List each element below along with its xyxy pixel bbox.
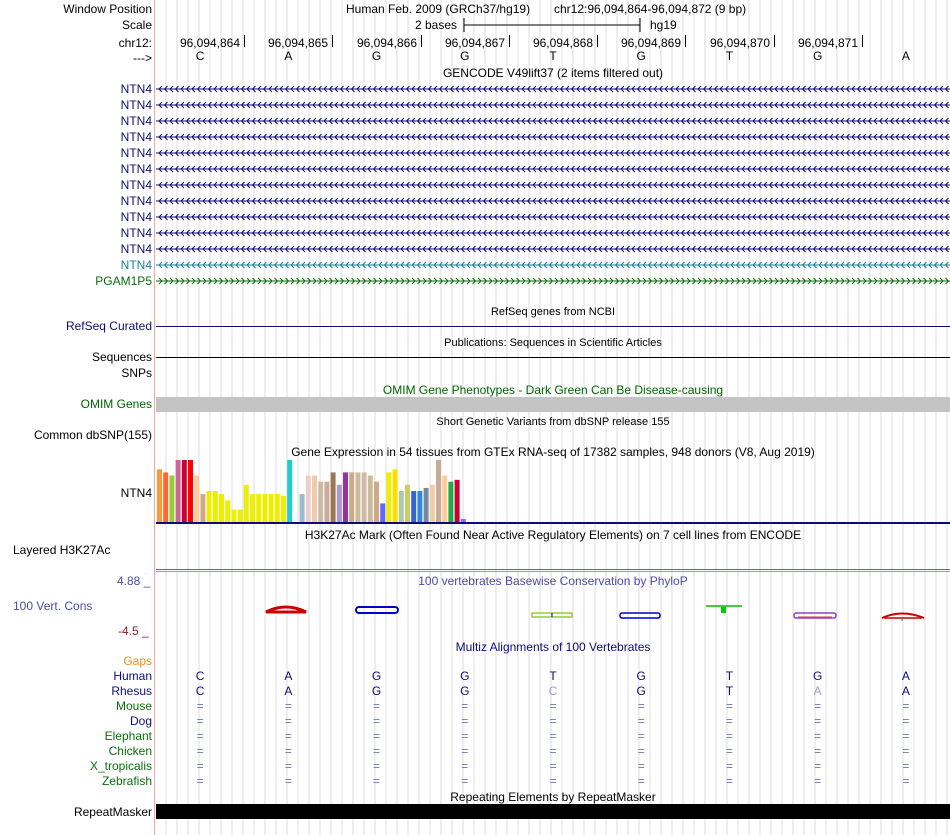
gtex-bar — [355, 472, 360, 522]
ruler-base: G — [371, 49, 382, 63]
omim-track-title: OMIM Gene Phenotypes - Dark Green Can Be Disease-causing — [382, 383, 724, 397]
alignment-base: = — [814, 744, 822, 758]
alignment-base: = — [814, 759, 822, 773]
alignment-base: = — [373, 699, 381, 713]
alignment-base: T — [549, 669, 557, 683]
gene-feature[interactable] — [156, 148, 950, 158]
ruler-position: 96,094,864 — [179, 36, 240, 50]
gtex-bar — [250, 494, 255, 522]
gtex-bar — [262, 494, 267, 522]
species-label[interactable]: Rhesus — [111, 684, 152, 698]
alignment-base: = — [196, 729, 204, 743]
alignment-base: = — [284, 714, 292, 728]
alignment-base: = — [549, 759, 557, 773]
ruler-tick — [685, 35, 686, 47]
alignment-base: G — [460, 669, 470, 683]
alignment-base: G — [371, 684, 382, 698]
ruler-position: 96,094,865 — [267, 36, 328, 50]
phylop-track-title: 100 vertebrates Basewise Conservation by PhyloP — [418, 574, 688, 588]
phylop-ymin: -4.5 _ — [118, 624, 149, 638]
alignment-base: G — [460, 684, 470, 698]
ruler-base: G — [636, 49, 646, 63]
alignment-base: = — [196, 699, 204, 713]
alignment-base: = — [902, 714, 910, 728]
alignment-base: = — [725, 744, 733, 758]
ruler-base: C — [195, 49, 205, 63]
ruler-tick — [862, 35, 863, 47]
alignment-base: = — [461, 714, 469, 728]
gene-label[interactable]: NTN4 — [120, 114, 152, 128]
alignment-base: = — [373, 729, 381, 743]
gtex-bar — [448, 482, 453, 522]
gtex-bar — [287, 460, 292, 522]
alignment-base: = — [461, 744, 469, 758]
gtex-bar — [461, 519, 466, 522]
gene-label[interactable]: NTN4 — [120, 162, 152, 176]
repeatmasker-track-label[interactable]: RepeatMasker — [73, 805, 152, 819]
alignment-base: G — [812, 669, 823, 683]
alignment-base: = — [725, 729, 733, 743]
h3k27ac-signal-line-2 — [156, 571, 950, 572]
gtex-bar — [157, 469, 162, 522]
alignment-base: A — [284, 669, 293, 683]
species-label[interactable]: X_tropicalis — [89, 759, 152, 773]
alignment-base: = — [461, 729, 469, 743]
gtex-bar — [331, 472, 336, 522]
alignment-base: = — [725, 714, 733, 728]
gene-label[interactable]: NTN4 — [120, 178, 152, 192]
alignment-base: = — [284, 759, 292, 773]
alignment-base: = — [284, 699, 292, 713]
gtex-bar — [337, 485, 342, 522]
gtex-bar — [386, 472, 391, 522]
phylop-mark-g2 — [620, 613, 660, 618]
alignment-base: G — [371, 669, 382, 683]
gtex-bar — [238, 510, 243, 522]
gtex-bar — [380, 503, 385, 522]
gtex-bar — [200, 494, 205, 522]
alignment-base: = — [902, 759, 910, 773]
assembly-name: Human Feb. 2009 (GRCh37/hg19) — [346, 2, 531, 16]
multiz-track-title: Multiz Alignments of 100 Vertebrates — [455, 640, 651, 654]
phylop-mark-g1 — [356, 607, 398, 613]
gene-feature[interactable] — [156, 244, 950, 254]
alignment-base: = — [902, 744, 910, 758]
publications-track-line[interactable] — [156, 357, 950, 358]
multiz-gaps-label[interactable]: Gaps — [123, 654, 152, 668]
alignment-base: = — [549, 774, 557, 788]
phylop-mark-a — [266, 607, 306, 612]
ruler-base: A — [284, 49, 293, 63]
alignment-base: A — [813, 684, 822, 698]
ruler-position: 96,094,869 — [620, 36, 681, 50]
gtex-bar — [300, 494, 305, 522]
alignment-base: = — [196, 714, 204, 728]
alignment-base: C — [195, 669, 205, 683]
alignment-base: = — [549, 744, 557, 758]
phylop-track-label[interactable]: 100 Vert. Cons — [13, 599, 93, 613]
window-position: chr12:96,094,864-96,094,872 (9 bp) — [554, 2, 747, 16]
alignment-base: = — [373, 774, 381, 788]
gtex-bar — [244, 485, 249, 522]
alignment-base: = — [461, 774, 469, 788]
gene-feature[interactable] — [156, 196, 950, 206]
gtex-bar — [182, 460, 187, 522]
gene-feature[interactable] — [156, 132, 950, 142]
refseq-track-title: RefSeq genes from NCBI — [490, 306, 616, 318]
alignment-base: = — [637, 699, 645, 713]
alignment-base: = — [814, 729, 822, 743]
gtex-track-label[interactable]: NTN4 — [120, 486, 152, 500]
alignment-base: = — [637, 714, 645, 728]
gtex-track-title: Gene Expression in 54 tissues from GTEx RNA-seq of 17382 samples, 948 donors (V8, Aug 2019) — [291, 445, 815, 459]
omim-track-label[interactable]: OMIM Genes — [80, 397, 152, 411]
chrom-label: chr12: — [118, 36, 152, 50]
gene-feature[interactable] — [156, 276, 950, 286]
gtex-bar — [442, 476, 447, 523]
species-label[interactable]: Elephant — [104, 729, 152, 743]
gtex-bar — [324, 482, 329, 522]
gene-feature[interactable] — [156, 164, 950, 174]
refseq-track-line[interactable] — [156, 326, 950, 327]
ruler-position: 96,094,871 — [797, 36, 858, 50]
ruler-tick — [421, 35, 422, 47]
gtex-bar — [318, 482, 323, 522]
alignment-base: G — [636, 684, 646, 698]
gtex-bar — [393, 469, 398, 522]
gtex-bar — [374, 482, 379, 522]
phylop-mark-t1 — [532, 613, 572, 617]
phylop-mark-t2 — [706, 606, 742, 613]
alignment-base: = — [902, 774, 910, 788]
gene-label[interactable]: NTN4 — [120, 146, 152, 160]
gene-feature[interactable] — [156, 84, 950, 94]
species-label[interactable]: Human — [113, 669, 152, 683]
gtex-bar — [275, 494, 280, 522]
alignment-base: = — [902, 729, 910, 743]
alignment-base: = — [637, 729, 645, 743]
species-label[interactable]: Dog — [129, 714, 152, 728]
gtex-bar — [207, 491, 212, 522]
alignment-base: = — [814, 699, 822, 713]
repeatmasker-track-title: Repeating Elements by RepeatMasker — [450, 790, 656, 804]
gene-feature[interactable] — [156, 260, 950, 270]
gtex-bar — [399, 491, 404, 522]
alignment-base: = — [814, 774, 822, 788]
alignment-base: = — [637, 759, 645, 773]
h3k27ac-track-title: H3K27Ac Mark (Often Found Near Active Regulatory Elements) on 7 cell lines from ENCODE — [304, 528, 802, 542]
refseq-track-label[interactable]: RefSeq Curated — [65, 319, 152, 333]
gene-label[interactable]: NTN4 — [120, 130, 152, 144]
alignment-base: A — [901, 684, 910, 698]
ruler-base: G — [460, 49, 470, 63]
repeatmasker-track-bar[interactable] — [156, 804, 950, 819]
gtex-bar — [417, 491, 422, 522]
phylop-logo[interactable] — [156, 600, 950, 625]
alignment-base: G — [636, 669, 646, 683]
db-name: hg19 — [650, 18, 677, 32]
alignment-base: = — [373, 714, 381, 728]
gencode-track-title: GENCODE V49lift37 (2 items filtered out) — [442, 66, 664, 80]
gtex-bar — [436, 460, 441, 522]
gtex-bar — [163, 472, 168, 522]
phylop-mark-g3 — [794, 613, 836, 618]
strand-label: ---> — [133, 51, 152, 65]
ruler-tick — [332, 35, 333, 47]
dbsnp-track-title: Short Genetic Variants from dbSNP release 155 — [436, 416, 670, 428]
alignment-base: = — [461, 759, 469, 773]
gtex-bar — [269, 494, 274, 522]
alignment-base: C — [548, 684, 558, 698]
gtex-bar — [430, 485, 435, 522]
gene-feature[interactable] — [156, 100, 950, 110]
gtex-bar — [188, 460, 193, 522]
gene-feature[interactable] — [156, 180, 950, 190]
alignment-base: = — [902, 699, 910, 713]
alignment-base: = — [549, 699, 557, 713]
h3k27ac-track-label[interactable]: Layered H3K27Ac — [13, 543, 111, 557]
alignment-base: = — [549, 714, 557, 728]
ruler-base: T — [549, 49, 557, 63]
alignment-base: T — [725, 669, 734, 683]
gene-feature[interactable] — [156, 116, 950, 126]
gene-feature[interactable] — [156, 212, 950, 222]
ruler-position: 96,094,870 — [709, 36, 770, 50]
gtex-bar — [405, 485, 410, 522]
publications-track-title: Publications: Sequences in Scientific Articles — [444, 337, 662, 349]
ruler-base: G — [812, 49, 823, 63]
gtex-bar — [169, 476, 174, 523]
gene-feature[interactable] — [156, 228, 950, 238]
phylop-ymax: 4.88 _ — [117, 574, 151, 588]
gtex-bar — [176, 460, 181, 522]
gtex-bar — [424, 488, 429, 522]
gtex-bar — [306, 476, 311, 523]
gtex-bar — [455, 480, 460, 522]
alignment-base: A — [284, 684, 293, 698]
ruler-base: A — [901, 49, 910, 63]
species-label[interactable]: Chicken — [108, 744, 152, 758]
gene-label[interactable]: NTN4 — [120, 194, 152, 208]
gene-label[interactable]: NTN4 — [120, 226, 152, 240]
scale-label: Scale — [121, 18, 152, 32]
window-position-label: Window Position — [63, 2, 152, 16]
ruler-position: 96,094,867 — [444, 36, 505, 50]
alignment-base: = — [814, 714, 822, 728]
alignment-base: = — [461, 699, 469, 713]
gtex-bar — [194, 476, 199, 523]
gtex-bar-chart[interactable] — [156, 460, 950, 526]
alignment-base: = — [725, 774, 733, 788]
alignment-base: = — [284, 729, 292, 743]
gtex-bar — [213, 491, 218, 522]
alignment-base: = — [196, 759, 204, 773]
gene-label[interactable]: NTN4 — [120, 210, 152, 224]
ruler-tick — [509, 35, 510, 47]
ruler-position: 96,094,866 — [356, 36, 417, 50]
gtex-bar — [362, 472, 367, 522]
gtex-bar — [225, 500, 230, 522]
alignment-base: = — [284, 774, 292, 788]
gtex-bar — [343, 472, 348, 522]
alignment-base: = — [373, 759, 381, 773]
alignment-base: = — [725, 699, 733, 713]
gene-label[interactable]: NTN4 — [120, 258, 152, 272]
gtex-bar — [219, 494, 224, 522]
gtex-bar — [411, 491, 416, 522]
publications-track-label[interactable]: Sequences — [91, 350, 152, 364]
ruler-tick — [597, 35, 598, 47]
omim-track-bar[interactable] — [156, 397, 950, 412]
label-divider — [154, 0, 155, 835]
gtex-bar — [231, 510, 236, 522]
alignment-base: = — [196, 744, 204, 758]
gene-label[interactable]: NTN4 — [120, 98, 152, 112]
gtex-bar — [281, 496, 286, 522]
gtex-bar — [256, 494, 261, 522]
scale-text: 2 bases — [415, 18, 458, 32]
alignment-base: = — [725, 759, 733, 773]
dbsnp-track-label[interactable]: Common dbSNP(155) — [33, 428, 152, 442]
alignment-base: = — [196, 774, 204, 788]
gtex-bar — [312, 476, 317, 523]
alignment-base: = — [637, 774, 645, 788]
alignment-base: = — [549, 729, 557, 743]
gene-label[interactable]: NTN4 — [120, 82, 152, 96]
gene-label[interactable]: NTN4 — [120, 242, 152, 256]
snps-track-label[interactable]: SNPs — [121, 366, 152, 380]
species-label[interactable]: Zebrafish — [101, 774, 152, 788]
ruler-tick — [774, 35, 775, 47]
ruler-position: 96,094,868 — [532, 36, 593, 50]
alignment-base: T — [725, 684, 734, 698]
alignment-base: A — [901, 669, 910, 683]
alignment-base: = — [284, 744, 292, 758]
scale-bar — [462, 17, 644, 33]
ruler-tick — [244, 35, 245, 47]
phylop-mark-a2 — [882, 614, 924, 622]
alignment-base: = — [373, 744, 381, 758]
ruler-base: T — [725, 49, 734, 63]
alignment-base: C — [195, 684, 205, 698]
gtex-bar — [349, 472, 354, 522]
h3k27ac-signal-line-1 — [156, 569, 950, 570]
species-label[interactable]: Mouse — [115, 699, 152, 713]
gene-label[interactable]: PGAM1P5 — [95, 274, 152, 288]
gtex-bar — [368, 476, 373, 523]
alignment-base: = — [637, 744, 645, 758]
